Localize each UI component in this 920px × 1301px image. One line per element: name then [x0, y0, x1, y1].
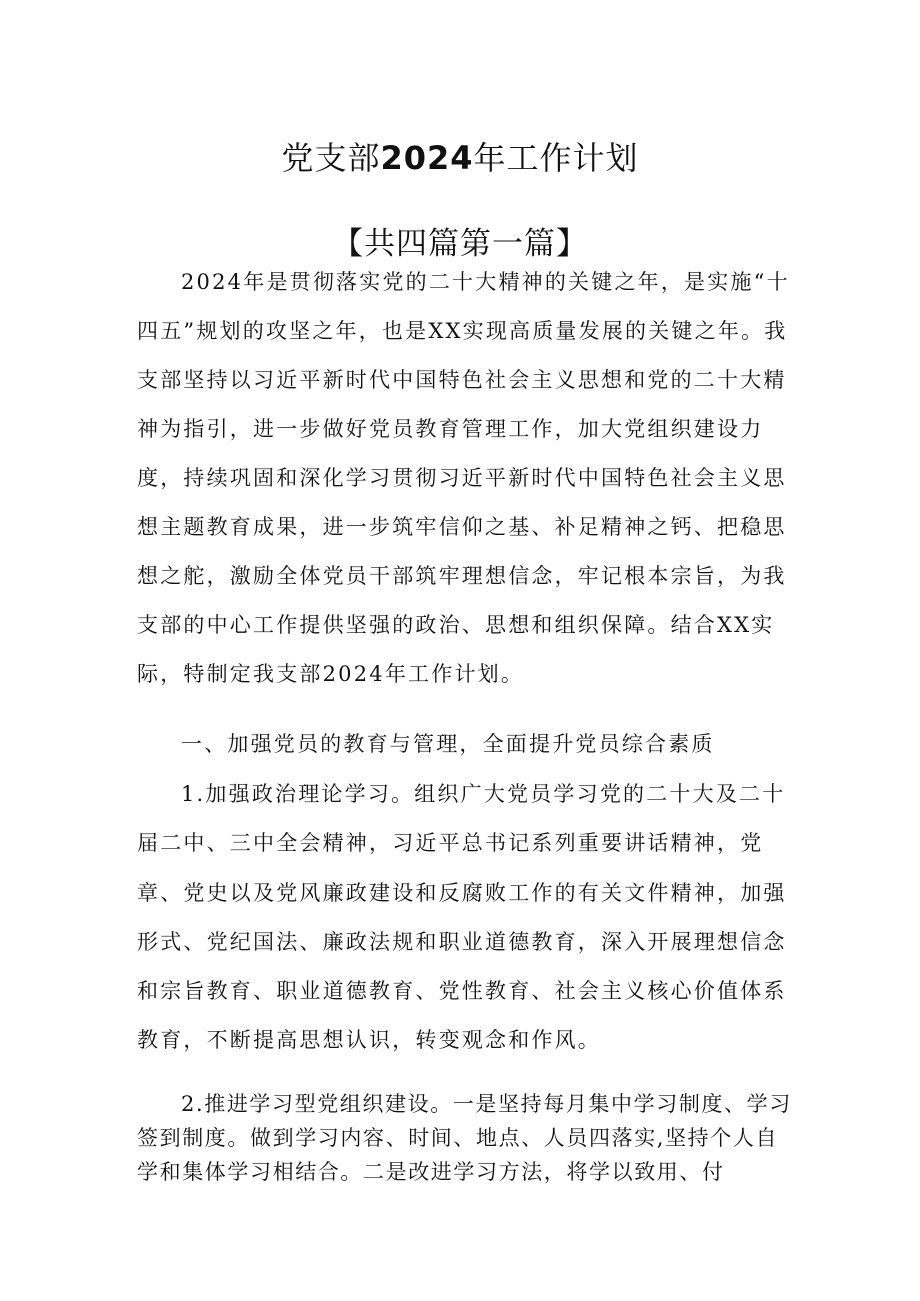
paragraph-intro: 2024年是贯彻落实党的二十大精神的关键之年，是实施“十四五”规划的攻坚之年，也是XX实现高质量发展的关键之年。我支部坚持以习近平新时代中国特色社会主义思想和党的二十大精神为指引，进一步做好党员教育管理工作，加大党组织建设力度，持续巩固和深化学习贯彻习近平新时代中国特色社会主义思想主题教育成果，进一步筑牢信仰之基、补足精神之钙、把稳思想之舵，激励全体党员干部筑牢理想信念，牢记根本宗旨，为我支部的中心工作提供坚强的政治、思想和组织保障。结合XX实际，特制定我支部2024年工作计划。: [137, 270, 790, 686]
document-title: [0, 136, 920, 180]
paragraph-item-2: 2.推进学习型党组织建设。一是坚持每月集中学习制度、学习签到制度。做到学习内容、时间、地点、人员四落实,坚持个人自学和集体学习相结合。二是改进学习方法，将学以致用、付: [137, 1092, 792, 1184]
section-heading-1: 一、加强党员的教育与管理，全面提升党员综合素质: [181, 732, 715, 756]
document-subtitle: 【共四篇第一篇】: [332, 226, 588, 262]
paragraph-item-1: 1.加强政治理论学习。组织广大党员学习党的二十大及二十届二中、三中全会精神，习近平总书记系列重要讲话精神，党章、党史以及党风廉政建设和反腐败工作的有关文件精神，加强形式、党纪国法、廉政法规和职业道德教育，深入开展理想信念和宗旨教育、职业道德教育、党性教育、社会主义核心价值体系教育，不断提高思想认识，转变观念和作风。: [137, 782, 787, 1053]
title-prefix: 党支部: [281, 139, 381, 177]
title-suffix: 年工作计划: [473, 139, 639, 177]
title-year: 2024: [380, 139, 474, 177]
